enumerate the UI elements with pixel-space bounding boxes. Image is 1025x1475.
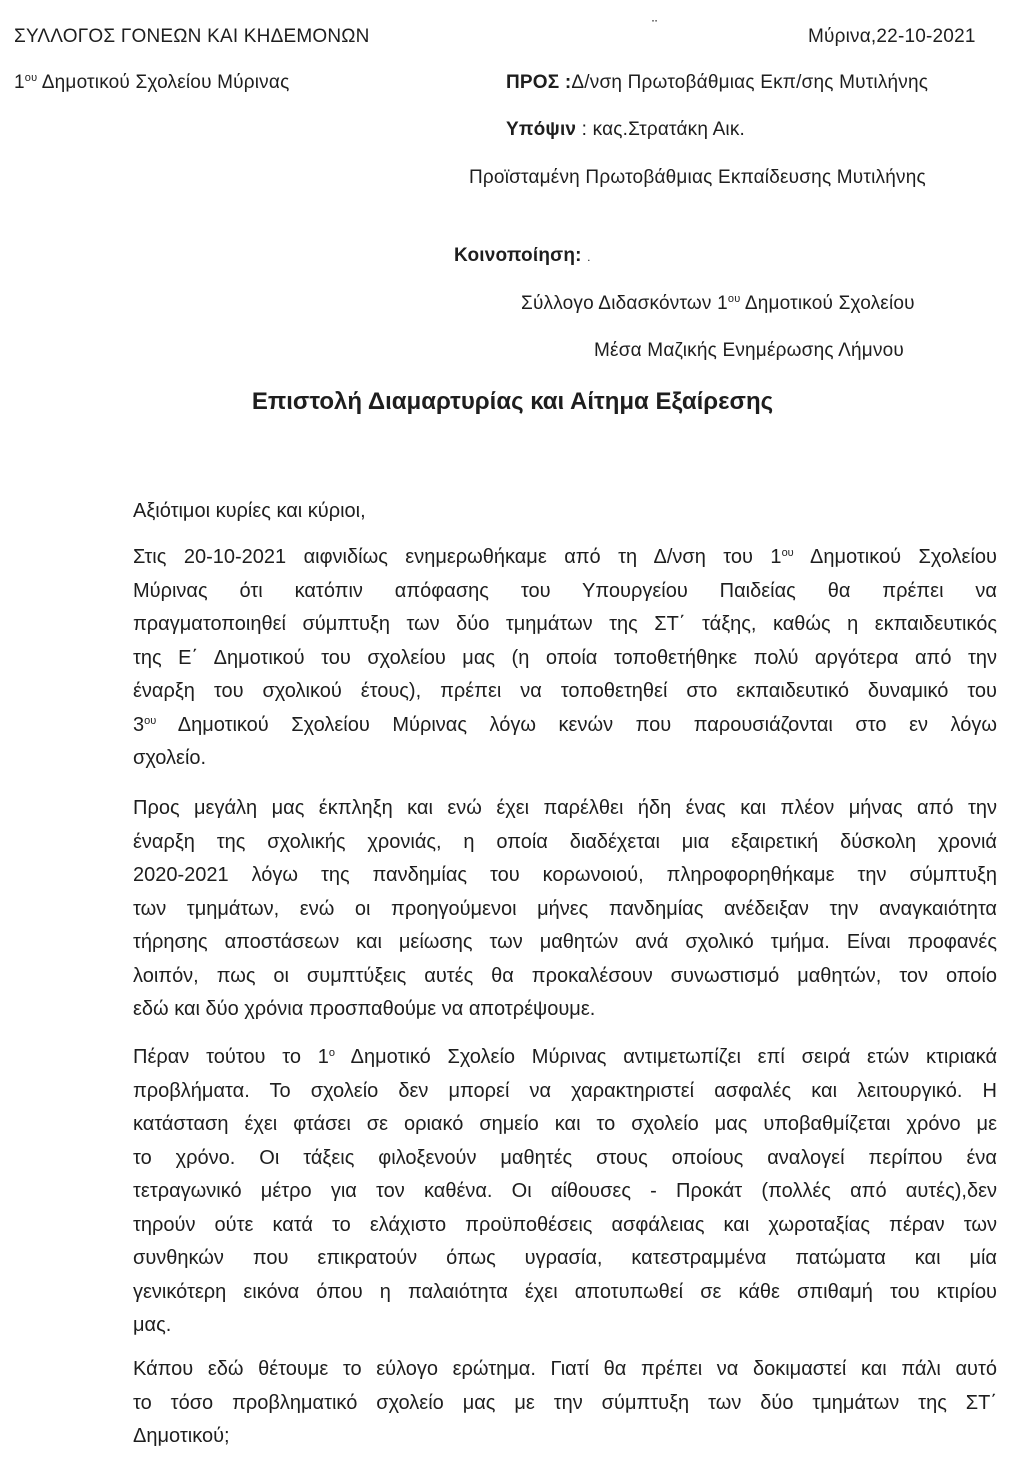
paragraph-3-line: γενικότερη εικόνα όπου η παλαιότητα έχει αποτυπωθεί σε κάθε σπιθαμή του κτιρίου <box>133 1280 997 1303</box>
paragraph-3-line: τηρούν ούτε κατά το ελάχιστο προϋποθέσεις ασφάλειας και χωροταξίας πέραν των <box>133 1213 997 1236</box>
paragraph-3 <box>133 1041 997 1343</box>
letter-title: Επιστολή Διαμαρτυρίας και Αίτημα Εξαίρεσης <box>251 388 774 415</box>
paragraph-1-line: της Ε΄ Δημοτικού του σχολείου μας (η οποία τοποθετήθηκε πολύ αργότερα από την <box>133 646 997 669</box>
paragraph-4 <box>133 1353 997 1454</box>
paragraph-1 <box>133 541 997 776</box>
recipient-to-label: ΠΡΟΣ : <box>506 72 572 93</box>
p1-l1-pre: Στις 20-10-2021 αιφνιδίως ενημερωθήκαμε από τη Δ/νση του 1 <box>133 546 782 568</box>
p3-l1-post: Δημοτικό Σχολείο Μύρινας αντιμετωπίζει επί σειρά ετών κτιριακά <box>334 1046 998 1068</box>
paragraph-4-line: το τόσο προβληματικό σχολείο μας με την σύμπτυξη των δύο τμημάτων της ΣΤ΄ <box>133 1391 997 1414</box>
recipient-attn-value: : κας.Στρατάκη Αικ. <box>576 119 746 140</box>
paragraph-2 <box>133 792 997 1027</box>
sender-school-text: Δημοτικού Σχολείου Μύρινας <box>37 72 290 93</box>
paragraph-2-line: 2020-2021 λόγω της πανδημίας του κορωνοιού, πληροφορηθήκαμε την σύμπτυξη <box>133 864 997 886</box>
p1-l1-ordinal: ου <box>781 547 794 559</box>
recipient-to <box>506 72 928 94</box>
paragraph-3-line: τετραγωνικό μέτρο για τον καθένα. Οι αίθουσες - Προκάτ (πολλές από αυτές),δεν <box>133 1180 997 1202</box>
paragraph-2-line: εδώ και δύο χρόνια προσπαθούμε να αποτρέψουμε. <box>133 998 596 1020</box>
recipient-attn-role: Προϊσταμένη Πρωτοβάθμιας Εκπαίδευσης Μυτιλήνης <box>469 167 926 188</box>
paragraph-2-line: έναρξη της σχολικής χρονιάς, η οποία διαδέχεται μια εξαιρετική δύσκολη χρονιά <box>133 830 997 853</box>
paragraph-3-line: προβλήματα. Το σχολείο δεν μπορεί να χαρακτηριστεί ασφαλές και λειτουργικό. Η <box>133 1079 997 1102</box>
paragraph-3-line: μας. <box>133 1314 172 1336</box>
p3-l1-pre: Πέραν τούτου το 1 <box>133 1046 329 1068</box>
paragraph-4-line: Δημοτικού; <box>133 1425 230 1447</box>
cc-dot: . <box>587 250 591 264</box>
p1-l6-num: 3 <box>133 713 145 736</box>
cc-item1-post: Δημοτικού Σχολείου <box>740 293 915 314</box>
recipient-to-value: Δ/νση Πρωτοβάθμιας Εκπ/σης Μυτιλήνης <box>571 72 929 93</box>
p3-l1-ordinal: ο <box>328 1047 335 1059</box>
cc-item-teachers <box>521 293 915 315</box>
paragraph-2-line: των τμημάτων, ενώ οι προηγούμενοι μήνες πανδημίας ανέδειξαν την αναγκαιότητα <box>133 897 997 920</box>
paragraph-3-line: συνθηκών που επικρατούν όπως υγρασία, κατεστραμμένα πατώματα και μία <box>133 1247 997 1269</box>
stray-mark: ¨ <box>652 18 658 35</box>
place-date: Μύρινα,22-10-2021 <box>808 26 976 47</box>
paragraph-1-line <box>133 541 997 575</box>
paragraph-1-line <box>133 709 997 743</box>
sender-school-number: 1 <box>14 72 25 93</box>
paragraph-4-line: Κάπου εδώ θέτουμε το εύλογο ερώτημα. Γιατί θα πρέπει να δοκιμαστεί και πάλι αυτό <box>133 1358 997 1380</box>
cc-line <box>454 245 591 267</box>
paragraph-1-line: έναρξη του σχολικού έτους), πρέπει να τοποθετηθεί στο εκπαιδευτικό δυναμικό του <box>133 680 997 702</box>
sender-school-name <box>14 72 289 94</box>
cc-item1-ordinal: ου <box>727 293 741 305</box>
paragraph-1-line: Μύρινας ότι κατόπιν απόφασης του Υπουργείου Παιδείας θα πρέπει να <box>133 579 997 602</box>
sender-association-name: ΣΥΛΛΟΓΟΣ ΓΟΝΕΩΝ ΚΑΙ ΚΗΔΕΜΟΝΩΝ <box>14 26 370 47</box>
cc-item1-pre: Σύλλογο Διδασκόντων 1 <box>521 293 728 314</box>
recipient-attn-label: Υπόψιν <box>506 119 577 140</box>
paragraph-3-line <box>133 1041 997 1075</box>
paragraph-2-line: τήρησης αποστάσεων και μείωσης των μαθητών ανά σχολικό τμήμα. Είναι προφανές <box>133 931 997 953</box>
paragraph-2-line: λοιπόν, πως οι συμπτύξεις αυτές θα προκαλέσουν συνωστισμό μαθητών, τον οποίο <box>133 964 997 987</box>
paragraph-3-line: κατάσταση έχει φτάσει σε οριακό σημείο και το σχολείο μας υποβαθμίζεται χρόνο με <box>133 1113 997 1135</box>
greeting: Αξιότιμοι κυρίες και κύριοι, <box>133 500 366 522</box>
p1-l6-ordinal: ου <box>144 714 157 727</box>
sender-school-ordinal: ου <box>24 72 38 84</box>
paragraph-1-line: πραγματοποιηθεί σύμπτυξη των δύο τμημάτων της ΣΤ΄ τάξης, καθώς η εκπαιδευτικός <box>133 613 997 635</box>
p1-l1-post: Δημοτικού Σχολείου <box>793 546 997 568</box>
p1-l6-post: Δημοτικού Σχολείου Μύρινας λόγω κενών που παρουσιάζονται στο εν λόγω <box>156 713 997 736</box>
cc-item-media: Μέσα Μαζικής Ενημέρωσης Λήμνου <box>594 340 904 361</box>
cc-label: Κοινοποίηση: <box>454 245 582 266</box>
paragraph-1-line: σχολείο. <box>133 747 207 769</box>
paragraph-2-line: Προς μεγάλη μας έκπληξη και ενώ έχει παρέλθει ήδη ένας και πλέον μήνας από την <box>133 797 997 819</box>
paragraph-3-line: το χρόνο. Οι τάξεις φιλοξενούν μαθητές στους οποίους αναλογεί περίπου ένα <box>133 1146 997 1169</box>
recipient-attn <box>506 119 745 141</box>
